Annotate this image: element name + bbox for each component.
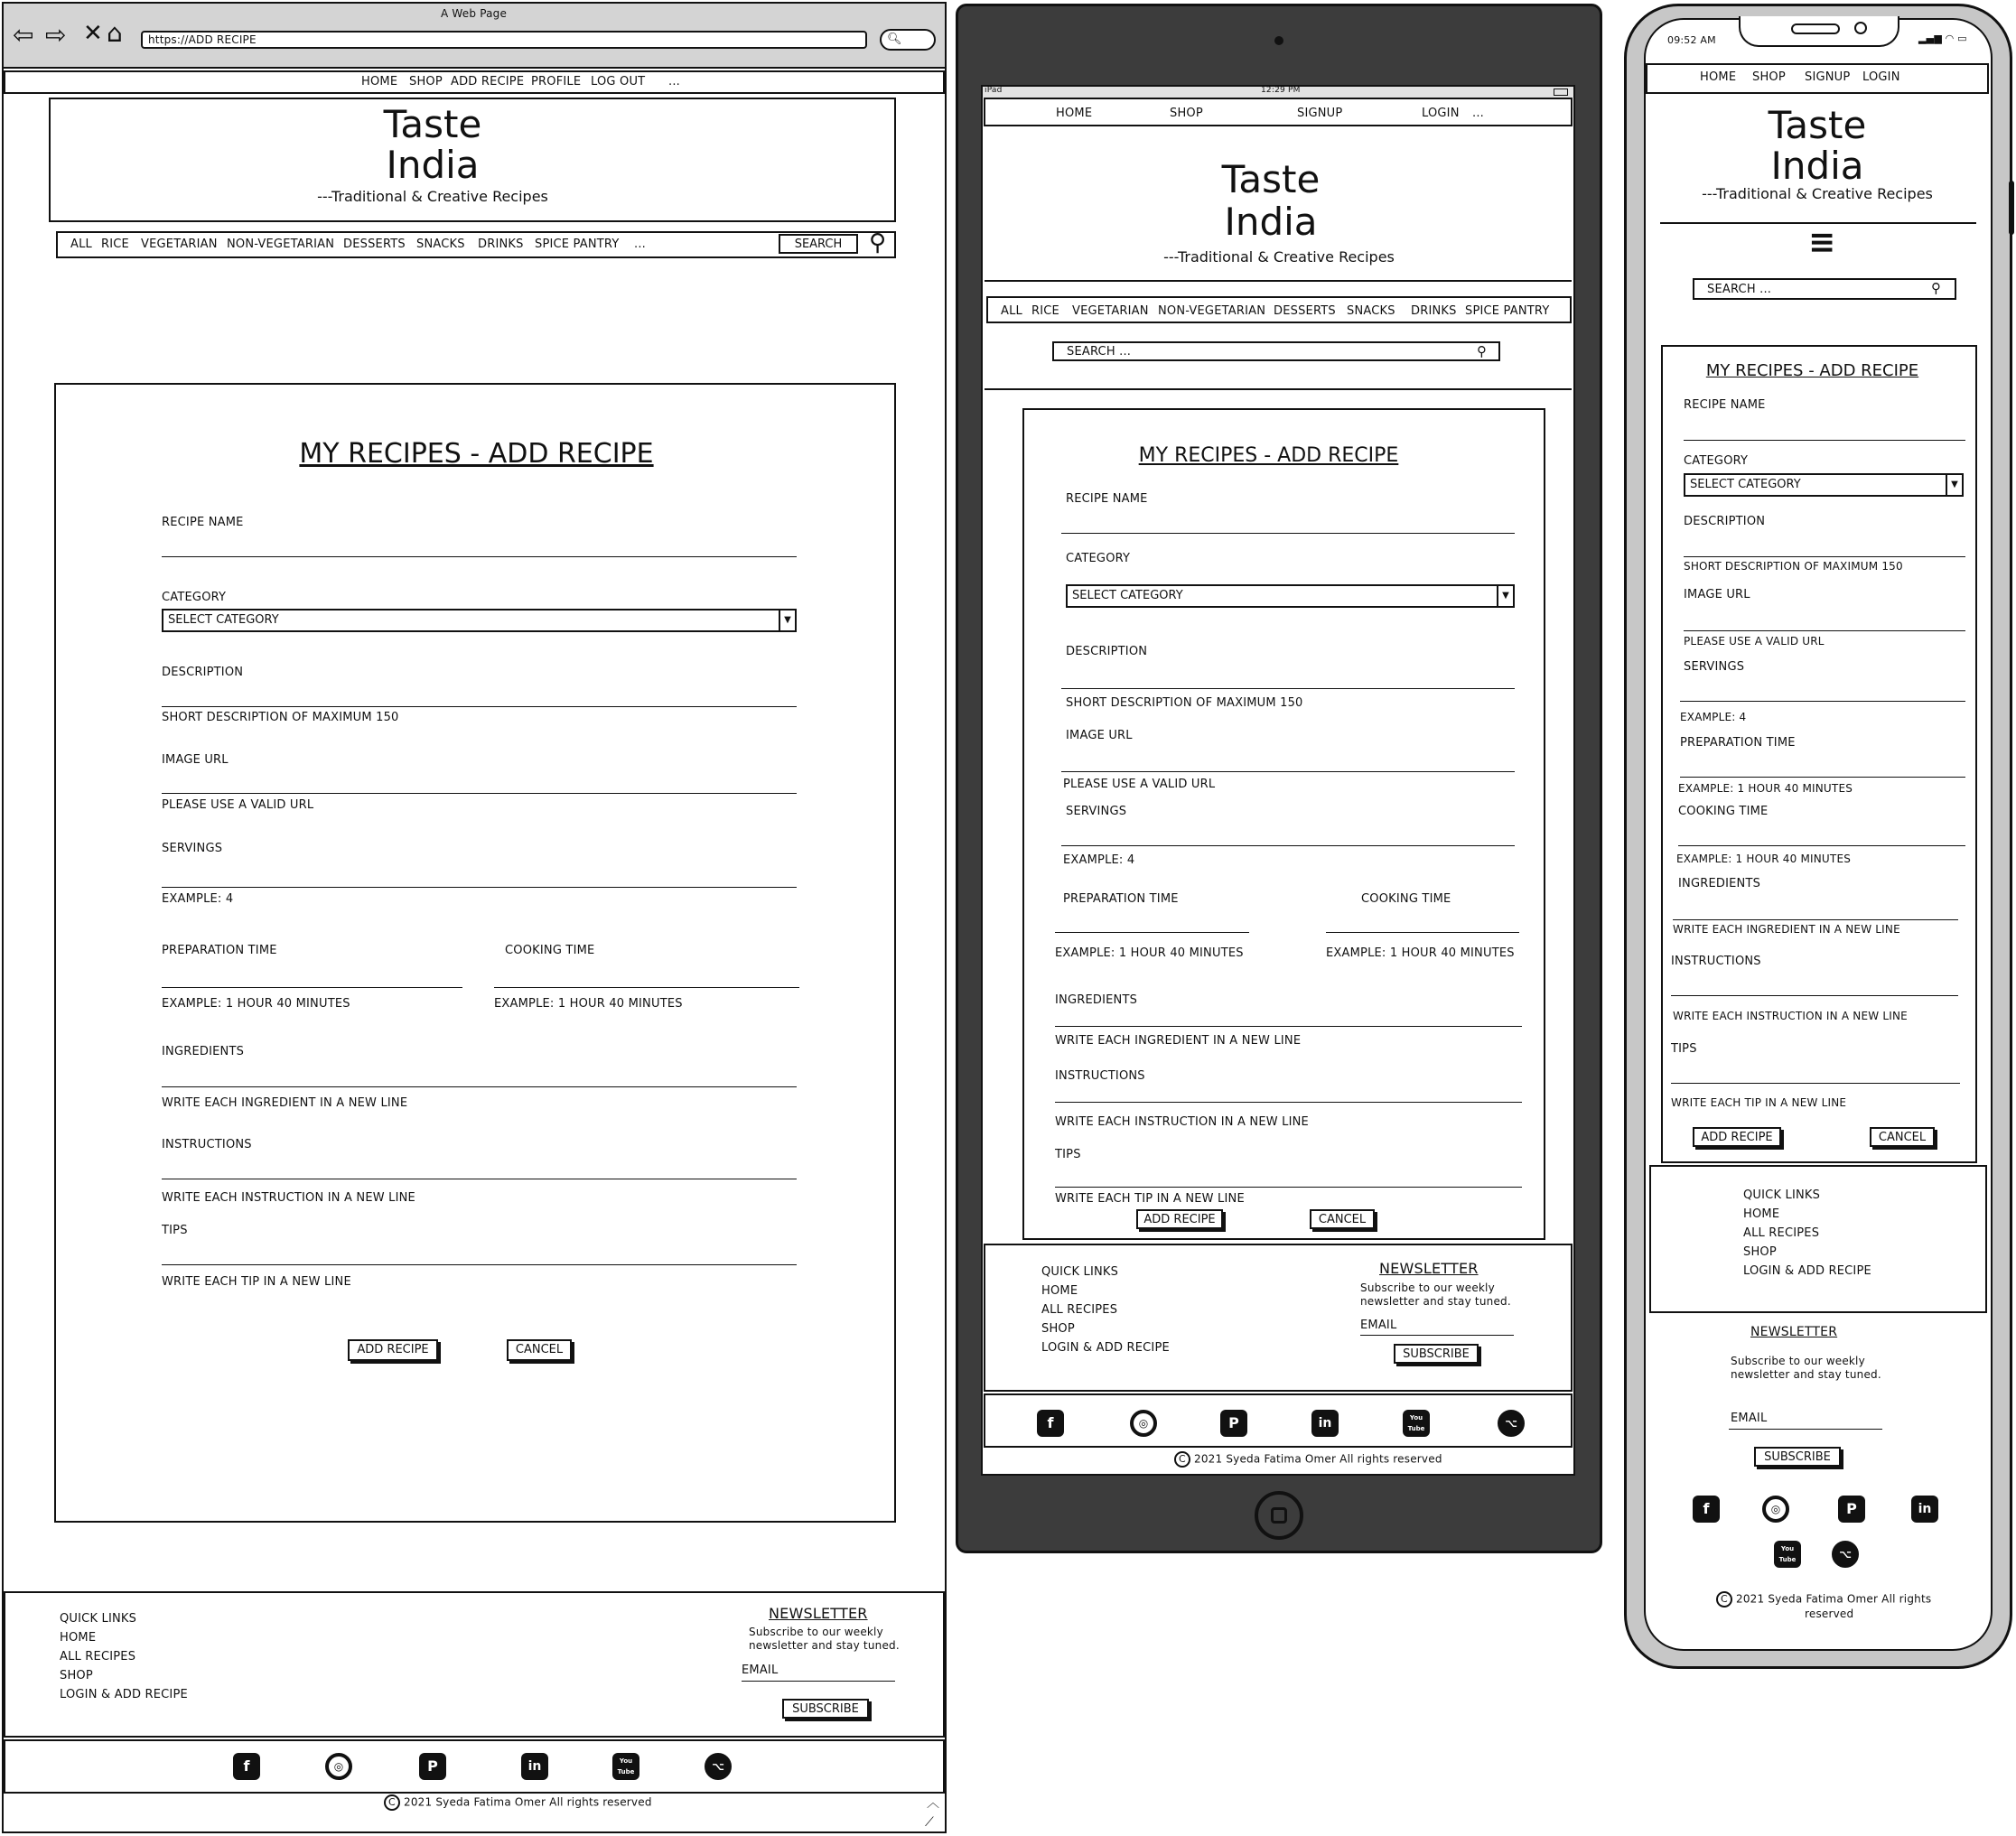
phone-newsletter-text2: newsletter and stay tuned. (1731, 1368, 1881, 1381)
tablet-nav-login[interactable]: LOGIN (1422, 107, 1460, 120)
phone-help-servings: EXAMPLE: 4 (1680, 711, 1747, 723)
forward-icon[interactable]: ⇨ (45, 20, 67, 50)
cat-spice-pantry[interactable]: SPICE PANTRY (535, 238, 620, 251)
tablet-chevron-down-icon: ▼ (1497, 586, 1513, 606)
cat-vegetarian[interactable]: VEGETARIAN (141, 238, 218, 251)
phone-signal-icon: ▂▄▆ ◠ ▭ (1918, 33, 1967, 44)
desktop-social-bar (4, 1739, 945, 1794)
tablet-battery-icon (1554, 89, 1568, 96)
tablet-newsletter-text2: newsletter and stay tuned. (1360, 1295, 1511, 1308)
phone-email-label: EMAIL (1731, 1412, 1768, 1425)
phone-speaker (1791, 23, 1840, 34)
facebook-icon[interactable]: f (233, 1753, 260, 1780)
tablet-select-category-value: SELECT CATEGORY (1072, 589, 1183, 602)
input-description[interactable] (162, 706, 797, 707)
label-image-url: IMAGE URL (162, 753, 229, 767)
phone-help-tips: WRITE EACH TIP IN A NEW LINE (1671, 1096, 1847, 1109)
tablet-cat-rice[interactable]: RICE (1031, 304, 1059, 318)
tablet-select-category[interactable] (1066, 584, 1515, 608)
browser-search-icon: 🔍︎ (887, 33, 902, 46)
tablet-input-servings[interactable] (1061, 845, 1515, 846)
footer-quick-links: QUICK LINKS (60, 1612, 137, 1626)
tablet-input-prep-time[interactable] (1055, 932, 1249, 933)
phone-help-ingredients: WRITE EACH INGREDIENT IN A NEW LINE (1673, 923, 1900, 936)
tablet-label-servings: SERVINGS (1066, 805, 1127, 818)
browser-search-field[interactable] (880, 29, 936, 51)
phone-copyright (1716, 1591, 1931, 1608)
tablet-copyright-icon: C (1174, 1451, 1190, 1468)
phone-copyright-line2: reserved (1805, 1608, 1854, 1620)
tablet-youtube-icon[interactable]: You Tube (1403, 1410, 1430, 1437)
chevron-down-icon: ▼ (779, 610, 795, 630)
help-servings: EXAMPLE: 4 (162, 892, 234, 906)
tablet-header-divider (985, 280, 1572, 282)
phone-search-icon: ⚲ (1931, 280, 1942, 296)
help-description: SHORT DESCRIPTION OF MAXIMUM 150 (162, 711, 399, 724)
phone-nav-home[interactable]: HOME (1700, 70, 1737, 84)
tablet-cat-non-vegetarian[interactable]: NON-VEGETARIAN (1158, 304, 1266, 318)
phone-brand-tagline: ---Traditional & Creative Recipes (1702, 185, 1933, 202)
tablet-search-placeholder: SEARCH ... (1067, 345, 1132, 359)
tablet-status-left: iPad (985, 86, 1003, 95)
footer-email-label: EMAIL (742, 1664, 779, 1677)
input-image-url[interactable] (162, 793, 797, 794)
phone-status-time: 09:52 AM (1667, 34, 1716, 46)
cat-drinks[interactable]: DRINKS (478, 238, 524, 251)
label-servings: SERVINGS (162, 842, 223, 855)
cat-all[interactable]: ALL (70, 238, 92, 251)
phone-linkedin-icon[interactable]: in (1911, 1496, 1938, 1523)
tablet-label-description: DESCRIPTION (1066, 645, 1148, 658)
add-recipe-button[interactable]: ADD RECIPE (348, 1339, 438, 1361)
input-prep-time[interactable] (162, 987, 462, 988)
help-image-url: PLEASE USE A VALID URL (162, 798, 314, 812)
tablet-footer-link-login[interactable]: LOGIN & ADD RECIPE (1041, 1341, 1170, 1355)
subscribe-button[interactable]: SUBSCRIBE (782, 1699, 869, 1719)
tablet-nav-home[interactable]: HOME (1056, 107, 1093, 120)
phone-label-ingredients: INGREDIENTS (1678, 877, 1761, 890)
select-category[interactable] (162, 609, 797, 632)
input-servings[interactable] (162, 887, 797, 888)
tablet-help-image-url: PLEASE USE A VALID URL (1063, 778, 1216, 791)
brand-tagline: ---Traditional & Creative Recipes (317, 188, 548, 205)
phone-help-description: SHORT DESCRIPTION OF MAXIMUM 150 (1684, 560, 1903, 573)
tablet-brand-line2: India (1224, 200, 1318, 244)
tablet-cat-vegetarian[interactable]: VEGETARIAN (1072, 304, 1149, 318)
tablet-input-instructions[interactable] (1055, 1102, 1522, 1103)
cat-rice[interactable]: RICE (101, 238, 129, 251)
phone-copyright-text-a: 2021 Syeda Fatima Omer All rights (1736, 1592, 1932, 1606)
phone-input-image-url[interactable] (1684, 630, 1965, 631)
tablet-label-tips: TIPS (1055, 1148, 1081, 1161)
address-text: https://ADD RECIPE (148, 33, 257, 46)
tablet-help-prep-time: EXAMPLE: 1 HOUR 40 MINUTES (1055, 946, 1244, 960)
phone-input-ingredients[interactable] (1673, 919, 1958, 920)
tablet-nav-signup[interactable]: SIGNUP (1297, 107, 1343, 120)
tablet-pinterest-icon[interactable]: P (1220, 1410, 1247, 1437)
tablet-newsletter-text1: Subscribe to our weekly (1360, 1281, 1495, 1294)
label-description: DESCRIPTION (162, 666, 244, 679)
phone-github-icon[interactable]: ⌥ (1832, 1541, 1859, 1568)
tablet-home-button-square (1271, 1507, 1287, 1524)
phone-input-cook-time[interactable] (1678, 845, 1965, 846)
help-instructions: WRITE EACH INSTRUCTION IN A NEW LINE (162, 1191, 415, 1205)
label-prep-time: PREPARATION TIME (162, 944, 277, 957)
tablet-search-divider (985, 388, 1572, 390)
tablet-cat-drinks[interactable]: DRINKS (1411, 304, 1457, 318)
phone-help-prep-time: EXAMPLE: 1 HOUR 40 MINUTES (1678, 782, 1853, 795)
tablet-label-ingredients: INGREDIENTS (1055, 993, 1138, 1007)
help-tips: WRITE EACH TIP IN A NEW LINE (162, 1275, 351, 1289)
tablet-nav-shop[interactable]: SHOP (1170, 107, 1203, 120)
phone-help-instructions: WRITE EACH INSTRUCTION IN A NEW LINE (1673, 1010, 1908, 1022)
phone-cancel-button[interactable]: CANCEL (1870, 1127, 1935, 1147)
phone-help-image-url: PLEASE USE A VALID URL (1684, 635, 1825, 648)
phone-chevron-down-icon: ▼ (1946, 475, 1962, 495)
tablet-cat-all[interactable]: ALL (1001, 304, 1022, 318)
desktop-copyright-text: 2021 Syeda Fatima Omer All rights reserved (404, 1795, 652, 1809)
phone-help-cook-time: EXAMPLE: 1 HOUR 40 MINUTES (1676, 853, 1852, 865)
tablet-search-icon: ⚲ (1477, 343, 1488, 359)
phone-label-instructions: INSTRUCTIONS (1671, 955, 1761, 968)
cat-non-vegetarian[interactable]: NON-VEGETARIAN (227, 238, 335, 251)
phone-footer-link-home[interactable]: HOME (1743, 1207, 1780, 1221)
instagram-icon[interactable]: ◎ (325, 1753, 352, 1780)
cat-more[interactable]: ... (634, 238, 646, 251)
tablet-status-time: 12:29 PM (1261, 86, 1301, 95)
footer-newsletter-text2: newsletter and stay tuned. (749, 1639, 900, 1652)
label-recipe-name: RECIPE NAME (162, 516, 244, 529)
phone-add-recipe-button[interactable]: ADD RECIPE (1693, 1127, 1781, 1147)
phone-search-input[interactable] (1693, 278, 1956, 300)
phone-label-recipe-name: RECIPE NAME (1684, 398, 1766, 412)
desktop-search-button[interactable]: SEARCH (779, 234, 858, 254)
tablet-email-label: EMAIL (1360, 1319, 1397, 1332)
phone-brand-line1: Taste (1768, 103, 1867, 147)
input-ingredients[interactable] (162, 1086, 797, 1087)
tablet-label-image-url: IMAGE URL (1066, 729, 1133, 742)
phone-notch (1739, 16, 1899, 47)
tablet-form-heading: MY RECIPES - ADD RECIPE (1138, 444, 1399, 467)
tablet-label-category: CATEGORY (1066, 552, 1131, 565)
input-tips[interactable] (162, 1264, 797, 1265)
phone-nav-login[interactable]: LOGIN (1862, 70, 1900, 84)
tablet-help-ingredients: WRITE EACH INGREDIENT IN A NEW LINE (1055, 1034, 1302, 1048)
phone-label-cook-time: COOKING TIME (1678, 805, 1769, 818)
nav-shop[interactable]: SHOP (409, 75, 443, 89)
footer-link-login[interactable]: LOGIN & ADD RECIPE (60, 1688, 188, 1701)
github-icon[interactable]: ⌥ (705, 1753, 732, 1780)
tablet-label-cook-time: COOKING TIME (1361, 892, 1451, 906)
brand-line1: Taste (383, 102, 482, 146)
phone-footer-link-login[interactable]: LOGIN & ADD RECIPE (1743, 1264, 1871, 1278)
footer-email-input[interactable] (742, 1681, 895, 1682)
input-recipe-name[interactable] (162, 556, 797, 557)
tablet-camera (1274, 36, 1283, 45)
tablet-home-button[interactable] (1255, 1491, 1303, 1540)
phone-label-tips: TIPS (1671, 1042, 1697, 1056)
tablet-label-recipe-name: RECIPE NAME (1066, 492, 1148, 506)
tablet-facebook-icon[interactable]: f (1037, 1410, 1064, 1437)
footer-newsletter-heading: NEWSLETTER (769, 1605, 868, 1622)
tablet-brand-line1: Taste (1221, 157, 1321, 201)
phone-input-description[interactable] (1684, 556, 1965, 557)
phone-email-input[interactable] (1729, 1429, 1882, 1430)
tablet-newsletter-heading: NEWSLETTER (1379, 1260, 1479, 1277)
tablet-help-servings: EXAMPLE: 4 (1063, 853, 1135, 867)
phone-label-servings: SERVINGS (1684, 660, 1745, 674)
phone-footer-link-shop[interactable]: SHOP (1743, 1245, 1777, 1259)
tablet-cat-snacks[interactable]: SNACKS (1347, 304, 1395, 318)
copyright-icon: C (384, 1794, 400, 1811)
tablet-help-tips: WRITE EACH TIP IN A NEW LINE (1055, 1192, 1245, 1206)
tablet-cat-spice-pantry[interactable]: SPICE PANTRY (1465, 304, 1550, 318)
phone-instagram-icon[interactable]: ◎ (1762, 1496, 1789, 1523)
tablet-search-input[interactable] (1052, 341, 1500, 361)
phone-input-prep-time[interactable] (1680, 777, 1965, 778)
tablet-help-cook-time: EXAMPLE: 1 HOUR 40 MINUTES (1326, 946, 1515, 960)
input-cook-time[interactable] (494, 987, 799, 988)
help-ingredients: WRITE EACH INGREDIENT IN A NEW LINE (162, 1096, 408, 1110)
phone-subscribe-button[interactable]: SUBSCRIBE (1754, 1447, 1841, 1467)
tablet-input-description[interactable] (1061, 688, 1515, 689)
cat-snacks[interactable]: SNACKS (416, 238, 465, 251)
phone-label-category: CATEGORY (1684, 454, 1749, 468)
phone-footer-quick-links: QUICK LINKS (1743, 1188, 1821, 1202)
tablet-copyright-text: 2021 Syeda Fatima Omer All rights reserved (1194, 1452, 1442, 1466)
tablet-email-input[interactable] (1360, 1335, 1514, 1336)
phone-search-placeholder: SEARCH ... (1707, 283, 1772, 296)
footer-link-shop[interactable]: SHOP (60, 1669, 93, 1682)
brand-line2: India (386, 143, 480, 187)
home-icon[interactable]: ⌂ (107, 18, 123, 48)
tablet-input-cook-time[interactable] (1326, 932, 1519, 933)
tablet-subscribe-button[interactable]: SUBSCRIBE (1394, 1344, 1479, 1364)
phone-nav-signup[interactable]: SIGNUP (1805, 70, 1851, 84)
label-cook-time: COOKING TIME (505, 944, 595, 957)
tablet-instagram-icon[interactable]: ◎ (1130, 1410, 1157, 1437)
tablet-label-instructions: INSTRUCTIONS (1055, 1069, 1145, 1083)
window-title: A Web Page (441, 7, 508, 20)
tablet-copyright (1174, 1451, 1442, 1468)
cat-desserts[interactable]: DESSERTS (343, 238, 406, 251)
youtube-icon[interactable]: You Tube (612, 1753, 639, 1780)
desktop-copyright (384, 1794, 652, 1811)
address-bar[interactable] (141, 31, 867, 49)
nav-add-recipe[interactable]: ADD RECIPE (451, 75, 525, 89)
phone-select-category[interactable] (1684, 473, 1964, 497)
phone-input-recipe-name[interactable] (1684, 440, 1965, 441)
close-icon[interactable]: ✕ (83, 20, 103, 47)
back-icon[interactable]: ⇦ (13, 20, 34, 50)
label-tips: TIPS (162, 1224, 188, 1237)
pinterest-icon[interactable]: P (419, 1753, 446, 1780)
linkedin-icon[interactable]: in (521, 1753, 548, 1780)
tablet-input-image-url[interactable] (1061, 771, 1515, 772)
phone-brand-line2: India (1770, 144, 1864, 188)
phone-camera (1854, 22, 1867, 34)
phone-form-heading: MY RECIPES - ADD RECIPE (1705, 361, 1919, 380)
footer-link-all-recipes[interactable]: ALL RECIPES (60, 1650, 136, 1664)
desktop-search-icon[interactable]: ⚲ (869, 229, 887, 256)
tablet-nav-more[interactable]: ... (1472, 107, 1484, 120)
nav-more[interactable]: ... (668, 75, 680, 89)
desktop-form-heading: MY RECIPES - ADD RECIPE (299, 438, 654, 470)
select-category-value: SELECT CATEGORY (168, 613, 279, 627)
help-cook-time: EXAMPLE: 1 HOUR 40 MINUTES (494, 997, 683, 1011)
phone-label-description: DESCRIPTION (1684, 515, 1766, 528)
footer-link-home[interactable]: HOME (60, 1631, 97, 1645)
tablet-help-instructions: WRITE EACH INSTRUCTION IN A NEW LINE (1055, 1115, 1309, 1129)
tablet-footer-link-home[interactable]: HOME (1041, 1284, 1078, 1298)
tablet-footer-link-shop[interactable]: SHOP (1041, 1322, 1075, 1336)
phone-select-category-value: SELECT CATEGORY (1690, 478, 1801, 491)
scroll-up-icon[interactable]: ︿ (927, 1796, 940, 1811)
phone-copyright-icon: C (1716, 1591, 1732, 1608)
footer-newsletter-text1: Subscribe to our weekly (749, 1626, 883, 1638)
tablet-footer-quick-links: QUICK LINKS (1041, 1265, 1119, 1279)
tablet-input-recipe-name[interactable] (1061, 533, 1515, 534)
phone-input-instructions[interactable] (1671, 995, 1958, 996)
tablet-cat-desserts[interactable]: DESSERTS (1274, 304, 1336, 318)
tablet-linkedin-icon[interactable]: in (1311, 1410, 1339, 1437)
tablet-social-bar (984, 1393, 1573, 1448)
tablet-help-description: SHORT DESCRIPTION OF MAXIMUM 150 (1066, 696, 1303, 710)
tablet-brand-tagline: ---Traditional & Creative Recipes (1163, 248, 1395, 266)
label-category: CATEGORY (162, 591, 227, 604)
tablet-footer-link-all-recipes[interactable]: ALL RECIPES (1041, 1303, 1118, 1317)
phone-input-tips[interactable] (1671, 1083, 1960, 1084)
phone-footer-link-all-recipes[interactable]: ALL RECIPES (1743, 1226, 1820, 1240)
cancel-button[interactable]: CANCEL (507, 1339, 572, 1361)
phone-nav-shop[interactable]: SHOP (1752, 70, 1786, 84)
hamburger-menu-icon[interactable]: ≡ (1808, 224, 1836, 261)
tablet-github-icon[interactable]: ⌥ (1498, 1410, 1525, 1437)
phone-label-image-url: IMAGE URL (1684, 588, 1750, 601)
help-prep-time: EXAMPLE: 1 HOUR 40 MINUTES (162, 997, 350, 1011)
nav-logout[interactable]: LOG OUT (591, 75, 646, 89)
tablet-cancel-button[interactable]: CANCEL (1310, 1209, 1375, 1229)
phone-label-prep-time: PREPARATION TIME (1680, 736, 1796, 750)
phone-pinterest-icon[interactable]: P (1838, 1496, 1865, 1523)
label-instructions: INSTRUCTIONS (162, 1138, 252, 1151)
tablet-add-recipe-button[interactable]: ADD RECIPE (1136, 1209, 1223, 1229)
tablet-input-tips[interactable] (1055, 1187, 1522, 1188)
resize-handle-icon[interactable]: ⟋ (925, 1815, 934, 1830)
phone-facebook-icon[interactable]: f (1693, 1496, 1720, 1523)
phone-youtube-icon[interactable]: You Tube (1774, 1541, 1801, 1568)
phone-input-servings[interactable] (1680, 701, 1965, 702)
tablet-input-ingredients[interactable] (1055, 1026, 1522, 1027)
label-ingredients: INGREDIENTS (162, 1045, 245, 1058)
nav-home[interactable]: HOME (361, 75, 398, 89)
phone-newsletter-heading: NEWSLETTER (1750, 1325, 1838, 1339)
phone-newsletter-text1: Subscribe to our weekly (1731, 1355, 1865, 1367)
nav-profile[interactable]: PROFILE (531, 75, 582, 89)
tablet-label-prep-time: PREPARATION TIME (1063, 892, 1179, 906)
phone-side-button (2009, 181, 2014, 235)
